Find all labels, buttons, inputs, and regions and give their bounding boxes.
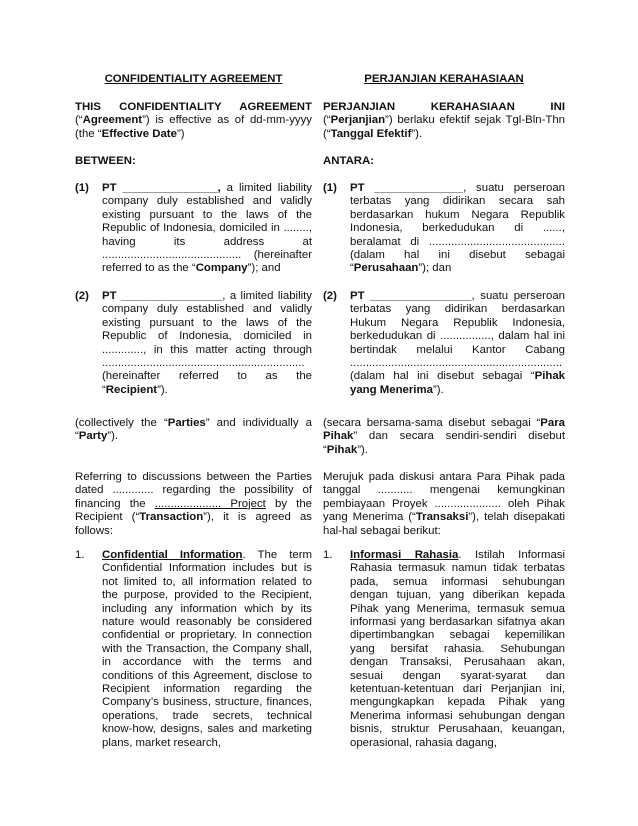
party-number: (2) bbox=[75, 290, 89, 302]
english-intro: THIS CONFIDENTIALITY AGREEMENT (“Agreement”) is effective as of dd-mm-yyyy (the “Effective Date”) bbox=[75, 101, 312, 140]
intro-lead: THIS CONFIDENTIALITY AGREEMENT bbox=[75, 101, 312, 113]
party-number: (1) bbox=[75, 182, 89, 194]
intro-lead: PERJANJIAN KERAHASIAAN INI bbox=[323, 101, 565, 113]
clause-heading: Informasi Rahasia bbox=[350, 549, 459, 561]
english-collective-definition: (collectively the “Parties” and individually a “Party”). bbox=[75, 417, 312, 443]
english-clause-1: 1. Confidential Information. The term Confidential Information includes but is not limited to, all information related to the purpose, provided to the Recipient, including any information which by its nature would reasonably be considered confidential or proprietary. In connection with the Transaction, the Company shall, in accordance with the terms and conditions of this Agreement, disclose to Recipient information regarding the Company’s business, structure, finances, operations, trade secrets, technical know-how, designs, sales and marketing plans, market research, bbox=[75, 549, 312, 749]
english-party-1: (1) PT _______________, a limited liability company duly established and validly existing pursuant to the laws of the Republic of Indonesia, domiciled in ........, having its address at ............................................ (hereinafter referred to as the “Company”); and bbox=[75, 182, 312, 275]
clause-number: 1. bbox=[323, 549, 333, 561]
indonesian-party-2: (2) PT ________________, suatu perseroan terbatas yang didirikan berdasarkan Hukum Negara Republik Indonesia, berkedudukan di ................, dalam hal ini bertindak melalui Kantor Cabang ................................................................... (dalam hal ini disebut sebagai “Pihak yang Menerima”). bbox=[323, 290, 565, 396]
indonesian-title: PERJANJIAN KERAHASIAAN bbox=[364, 73, 524, 85]
clause-number: 1. bbox=[75, 549, 85, 561]
english-between-heading: BETWEEN: bbox=[75, 155, 136, 167]
indonesian-clause-1: 1. Informasi Rahasia. Istilah Informasi Rahasia termasuk namun tidak terbatas pada, semua informasi sehubungan dengan tujuan, yang diberikan kepada Pihak yang Menerima, termasuk semua informasi yang berdasarkan sifatnya akan dipertimbangkan sebagai kepemilikan yang bersifat rahasia. Sehubungan dengan Transaksi, Perusahaan akan, sesuai dengan syarat-syarat dan ketentuan-ketentuan dari Perjanjian ini, mengungkapkan kepada Pihak yang Menerima informasi sehubungan dengan bisnis, struktur Perusahaan, keuangan, operasional, rahasia dagang, bbox=[323, 549, 566, 749]
party-number: (1) bbox=[323, 182, 337, 194]
english-party-2: (2) PT ________________, a limited liability company duly established and validly existing pursuant to the laws of the Republic of Indonesia, domiciled in ............., in this matter acting through ................................................................ (hereinafter referred to as the “Recipient”). bbox=[75, 290, 312, 396]
indonesian-referring-paragraph: Merujuk pada diskusi antara Para Pihak pada tanggal ........... mengenai kemungkinan pembiayaan Proyek ..................... oleh Pihak yang Menerima (“Transaksi”), telah disepakati hal-hal sebagai berikut: bbox=[323, 471, 565, 537]
indonesian-between-heading: ANTARA: bbox=[323, 155, 375, 167]
indonesian-intro: PERJANJIAN KERAHASIAAN INI (“Perjanjian”) berlaku efektif sejak Tgl-Bln-Thn (“Tanggal Efektif”). bbox=[323, 101, 565, 140]
indonesian-party-1: (1) PT ______________, suatu perseroan terbatas yang didirikan secara sah berdasarkan hukum Negara Republik Indonesia, berkedudukan di ......, beralamat di ........................................... (dalam hal ini disebut sebagai “Perusahaan”); dan bbox=[323, 182, 565, 275]
indonesian-collective-definition: (secara bersama-sama disebut sebagai “Para Pihak” dan secara sendiri-sendiri disebut “Pihak”). bbox=[323, 417, 565, 456]
clause-heading: Confidential Information bbox=[102, 549, 243, 561]
party-number: (2) bbox=[323, 290, 337, 302]
english-title: CONFIDENTIALITY AGREEMENT bbox=[104, 73, 283, 85]
english-referring-paragraph: Referring to discussions between the Parties dated ............. regarding the possibility of financing the ..................... Project by the Recipient (“Transaction”), it is agreed as follows: bbox=[75, 471, 313, 537]
